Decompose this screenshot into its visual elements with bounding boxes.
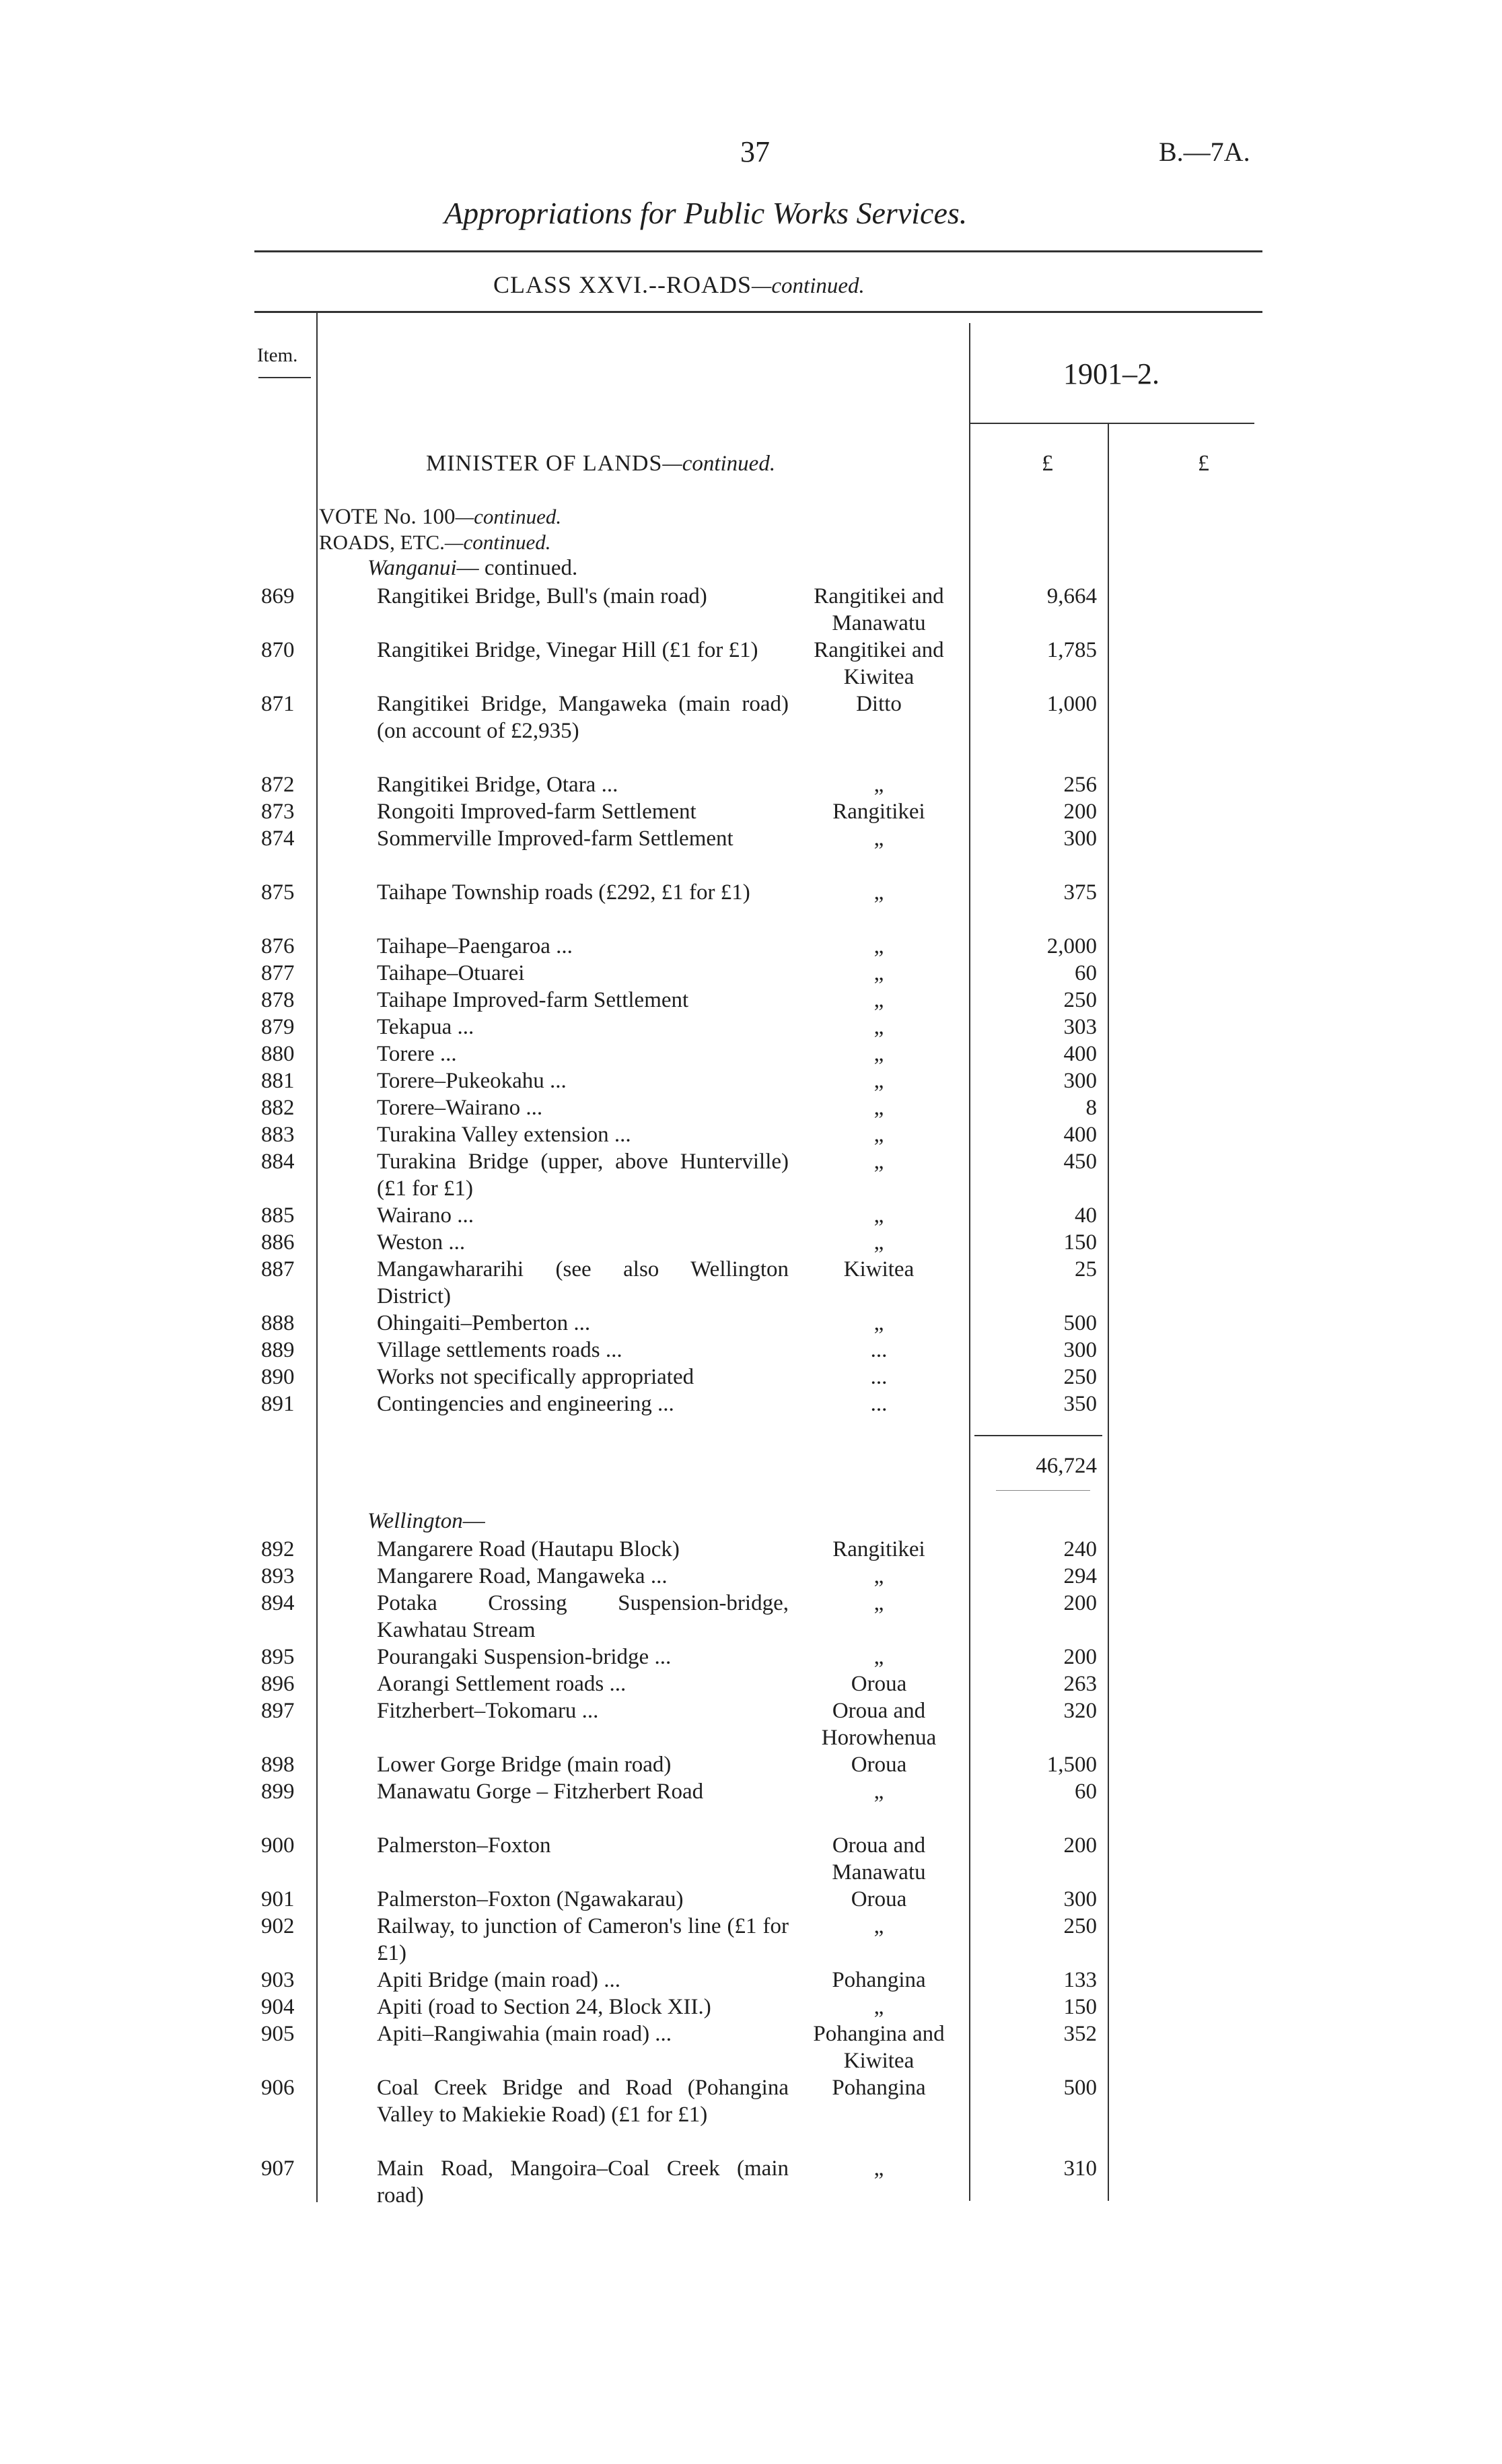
item-number: 880 [261,1042,295,1066]
electoral-district: „ [873,826,884,851]
vote-continued: —continued. [455,505,562,528]
electoral-district: „ [873,934,884,958]
item-number: 892 [261,1537,295,1561]
document-reference: B.—7A. [1159,137,1250,167]
item-number: 882 [261,1096,295,1120]
electoral-district: „ [873,1150,884,1174]
item-number: 886 [261,1230,295,1255]
item-description: Manawatu Gorge – Fitzherbert Road [377,1780,704,1804]
electoral-district: „ [873,1096,884,1120]
item-number: 878 [261,988,295,1012]
item-amount: 352 [1063,2022,1097,2046]
electoral-district: Oroua and Manawatu [832,1833,926,1885]
item-number: 875 [261,880,295,905]
minister-continued: —continued. [662,452,776,476]
roads-continued: —continued. [444,530,551,554]
item-amount: 350 [1063,1392,1097,1416]
electoral-district: „ [873,1042,884,1066]
electoral-district: „ [873,773,884,797]
item-description: Sommerville Improved-farm Settlement [377,826,734,851]
electoral-district: „ [873,1069,884,1093]
item-amount: 2,000 [1046,934,1097,958]
item-description: Pourangaki Suspension-bridge ... [377,1645,672,1669]
item-amount: 400 [1063,1042,1097,1066]
electoral-district: „ [873,1995,884,2019]
item-amount: 200 [1063,1645,1097,1669]
electoral-district: „ [873,2156,884,2181]
item-amount: 310 [1063,2156,1097,2181]
item-amount: 303 [1063,1015,1097,1039]
item-number: 895 [261,1645,295,1669]
item-description: Contingencies and engineering ... [377,1392,674,1416]
item-number: 907 [261,2156,295,2181]
item-description: Palmerston–Foxton [377,1833,551,1858]
electoral-district: Oroua [851,1753,907,1777]
electoral-district: „ [873,1311,884,1335]
item-amount: 60 [1075,961,1097,985]
item-number: 903 [261,1968,295,1992]
item-number: 904 [261,1995,295,2019]
electoral-district: Ditto [856,692,902,716]
item-description: Village settlements roads ... [377,1338,622,1362]
item-number: 899 [261,1780,295,1804]
item-number: 905 [261,2022,295,2046]
item-number: 877 [261,961,295,985]
electoral-district: „ [873,988,884,1012]
item-amount: 1,000 [1046,692,1097,716]
item-description: Turakina Valley extension ... [377,1123,631,1147]
item-description: Torere ... [377,1042,457,1066]
item-description: Taihape Township roads (£292, £1 for £1) [377,880,750,905]
item-amount: 250 [1063,1914,1097,1938]
electoral-district: Pohangina and Kiwitea [813,2022,945,2073]
item-description: Main Road, Mangoira–Coal Creek (main road) [377,2156,789,2208]
electoral-district: Oroua [851,1672,907,1696]
item-description: Torere–Pukeokahu ... [377,1069,567,1093]
item-number: 889 [261,1338,295,1362]
item-description: Apiti (road to Section 24, Block XII.) [377,1995,711,2019]
item-amount: 500 [1063,1311,1097,1335]
electoral-district: „ [873,1780,884,1804]
table-top-rule [254,311,1262,313]
electoral-district: „ [873,1123,884,1147]
item-amount: 133 [1063,1968,1097,1992]
electoral-district: Oroua [851,1887,907,1911]
item-amount: 200 [1063,1833,1097,1858]
item-description: Mangarere Road (Hautapu Block) [377,1537,680,1561]
item-description: Wairano ... [377,1203,474,1228]
vote-heading [319,505,561,530]
item-amount: 300 [1063,1887,1097,1911]
electoral-district: Rangitikei and Manawatu [814,584,944,635]
year-bottom-rule [969,423,1254,424]
item-amount: 500 [1063,2076,1097,2100]
item-description: Coal Creek Bridge and Road (Pohangina Valley to Makiekie Road) (£1 for £1) [377,2076,789,2127]
item-amount: 25 [1075,1257,1097,1281]
subtotal-underline [996,1490,1090,1491]
electoral-district: Pohangina [832,2076,926,2100]
item-number: 897 [261,1699,295,1723]
item-column-rule [316,311,318,2202]
item-number: 896 [261,1672,295,1696]
item-number: 876 [261,934,295,958]
electoral-district: Kiwitea [843,1257,915,1281]
item-number: 872 [261,773,295,797]
item-number: 887 [261,1257,295,1281]
district-heading-wellington [367,1509,485,1534]
electoral-district: „ [873,1230,884,1255]
electoral-district: „ [873,1645,884,1669]
item-amount: 60 [1075,1780,1097,1804]
item-number: 894 [261,1591,295,1615]
item-description: Rongoiti Improved-farm Settlement [377,800,696,824]
roads-label: ROADS, ETC. [319,530,445,554]
item-number: 879 [261,1015,295,1039]
item-amount: 240 [1063,1537,1097,1561]
district-name: Wanganui [367,556,457,580]
electoral-district: „ [873,961,884,985]
pound-header-2: £ [1198,451,1209,476]
title-rule [254,250,1262,252]
item-description: Potaka Crossing Suspension-bridge, Kawhatau Stream [377,1591,789,1642]
year-column-header: 1901–2. [1063,357,1159,390]
item-amount: 200 [1063,1591,1097,1615]
class-continued: —continued. [752,274,865,298]
item-description: Turakina Bridge (upper, above Hunterville) (£1 for £1) [377,1150,789,1201]
item-description: Taihape–Otuarei [377,961,525,985]
electoral-district: „ [873,880,884,905]
page-number: 37 [740,135,770,168]
pound-split-rule [1108,424,1109,2201]
item-description: Weston ... [377,1230,466,1255]
vote-number: VOTE No. 100 [319,505,456,529]
item-number: 888 [261,1311,295,1335]
item-amount: 256 [1063,773,1097,797]
item-amount: 200 [1063,800,1097,824]
item-column-header: Item. [257,345,298,366]
district-name: Wellington [367,1509,463,1533]
item-description: Works not specifically appropriated [377,1365,694,1389]
item-description: Torere–Wairano ... [377,1096,543,1120]
electoral-district: „ [873,1015,884,1039]
item-amount: 300 [1063,826,1097,851]
item-amount: 300 [1063,1338,1097,1362]
item-amount: 263 [1063,1672,1097,1696]
item-description: Apiti–Rangiwahia (main road) ... [377,2022,672,2046]
item-description: Taihape–Paengaroa ... [377,934,573,958]
item-amount: 250 [1063,1365,1097,1389]
electoral-district: „ [873,1914,884,1938]
item-amount: 1,500 [1046,1753,1097,1777]
item-description: Lower Gorge Bridge (main road) [377,1753,672,1777]
item-amount: 400 [1063,1123,1097,1147]
item-number: 902 [261,1914,295,1938]
item-description: Rangitikei Bridge, Otara ... [377,773,618,797]
electoral-district: ... [870,1365,888,1389]
item-number: 906 [261,2076,295,2100]
item-description: Rangitikei Bridge, Vinegar Hill (£1 for £1) [377,638,758,662]
district-suffix: — continued. [456,556,578,580]
item-number: 884 [261,1150,295,1174]
electoral-district: ... [870,1392,888,1416]
item-number: 871 [261,692,295,716]
item-description: Fitzherbert–Tokomaru ... [377,1699,599,1723]
item-amount: 250 [1063,988,1097,1012]
electoral-district: Oroua and Horowhenua [821,1699,937,1750]
item-number: 881 [261,1069,295,1093]
item-number: 900 [261,1833,295,1858]
pound-header-1: £ [1042,451,1053,476]
item-amount: 375 [1063,880,1097,905]
electoral-district: Rangitikei [832,800,925,824]
wanganui-subtotal: 46,724 [1036,1454,1097,1478]
electoral-district: Rangitikei [832,1537,925,1561]
item-number: 893 [261,1564,295,1588]
item-description: Rangitikei Bridge, Mangaweka (main road) (on account of £2,935) [377,692,789,743]
item-amount: 300 [1063,1069,1097,1093]
item-description: Apiti Bridge (main road) ... [377,1968,621,1992]
item-number: 891 [261,1392,295,1416]
class-heading [493,271,865,299]
page-title: Appropriations for Public Works Services. [444,196,968,230]
district-heading-wanganui [367,556,577,581]
item-amount: 150 [1063,1230,1097,1255]
item-amount: 150 [1063,1995,1097,2019]
item-description: Aorangi Settlement roads ... [377,1672,627,1696]
item-description: Rangitikei Bridge, Bull's (main road) [377,584,707,608]
item-number: 869 [261,584,295,608]
electoral-district: „ [873,1591,884,1615]
item-number: 874 [261,826,295,851]
item-number: 885 [261,1203,295,1228]
item-description: Mangarere Road, Mangaweka ... [377,1564,668,1588]
district-suffix: — [462,1509,485,1533]
class-title: CLASS XXVI.--ROADS [493,271,752,298]
item-number: 883 [261,1123,295,1147]
minister-name: MINISTER OF LANDS [426,451,663,476]
electoral-district: Pohangina [832,1968,926,1992]
item-description: Tekapua ... [377,1015,474,1039]
electoral-district: „ [873,1564,884,1588]
item-description: Mangawhararihi (see also Wellington District) [377,1257,789,1308]
item-amount: 294 [1063,1564,1097,1588]
item-amount: 1,785 [1046,638,1097,662]
electoral-district: „ [873,1203,884,1228]
item-description: Taihape Improved-farm Settlement [377,988,689,1012]
item-amount: 450 [1063,1150,1097,1174]
item-number: 890 [261,1365,295,1389]
roads-heading [319,530,550,555]
electoral-district: Rangitikei and Kiwitea [814,638,944,689]
item-amount: 40 [1075,1203,1097,1228]
electoral-district: ... [870,1338,888,1362]
item-number: 898 [261,1753,295,1777]
minister-heading [426,451,775,477]
item-amount: 9,664 [1046,584,1097,608]
item-description: Ohingaiti–Pemberton ... [377,1311,591,1335]
item-amount: 8 [1085,1096,1097,1120]
item-number: 870 [261,638,295,662]
subtotal-rule [974,1435,1102,1436]
item-description: Palmerston–Foxton (Ngawakarau) [377,1887,684,1911]
item-number: 873 [261,800,295,824]
item-description: Railway, to junction of Cameron's line (£1 for £1) [377,1914,789,1965]
item-underline [258,377,311,378]
item-amount: 320 [1063,1699,1097,1723]
item-number: 901 [261,1887,295,1911]
